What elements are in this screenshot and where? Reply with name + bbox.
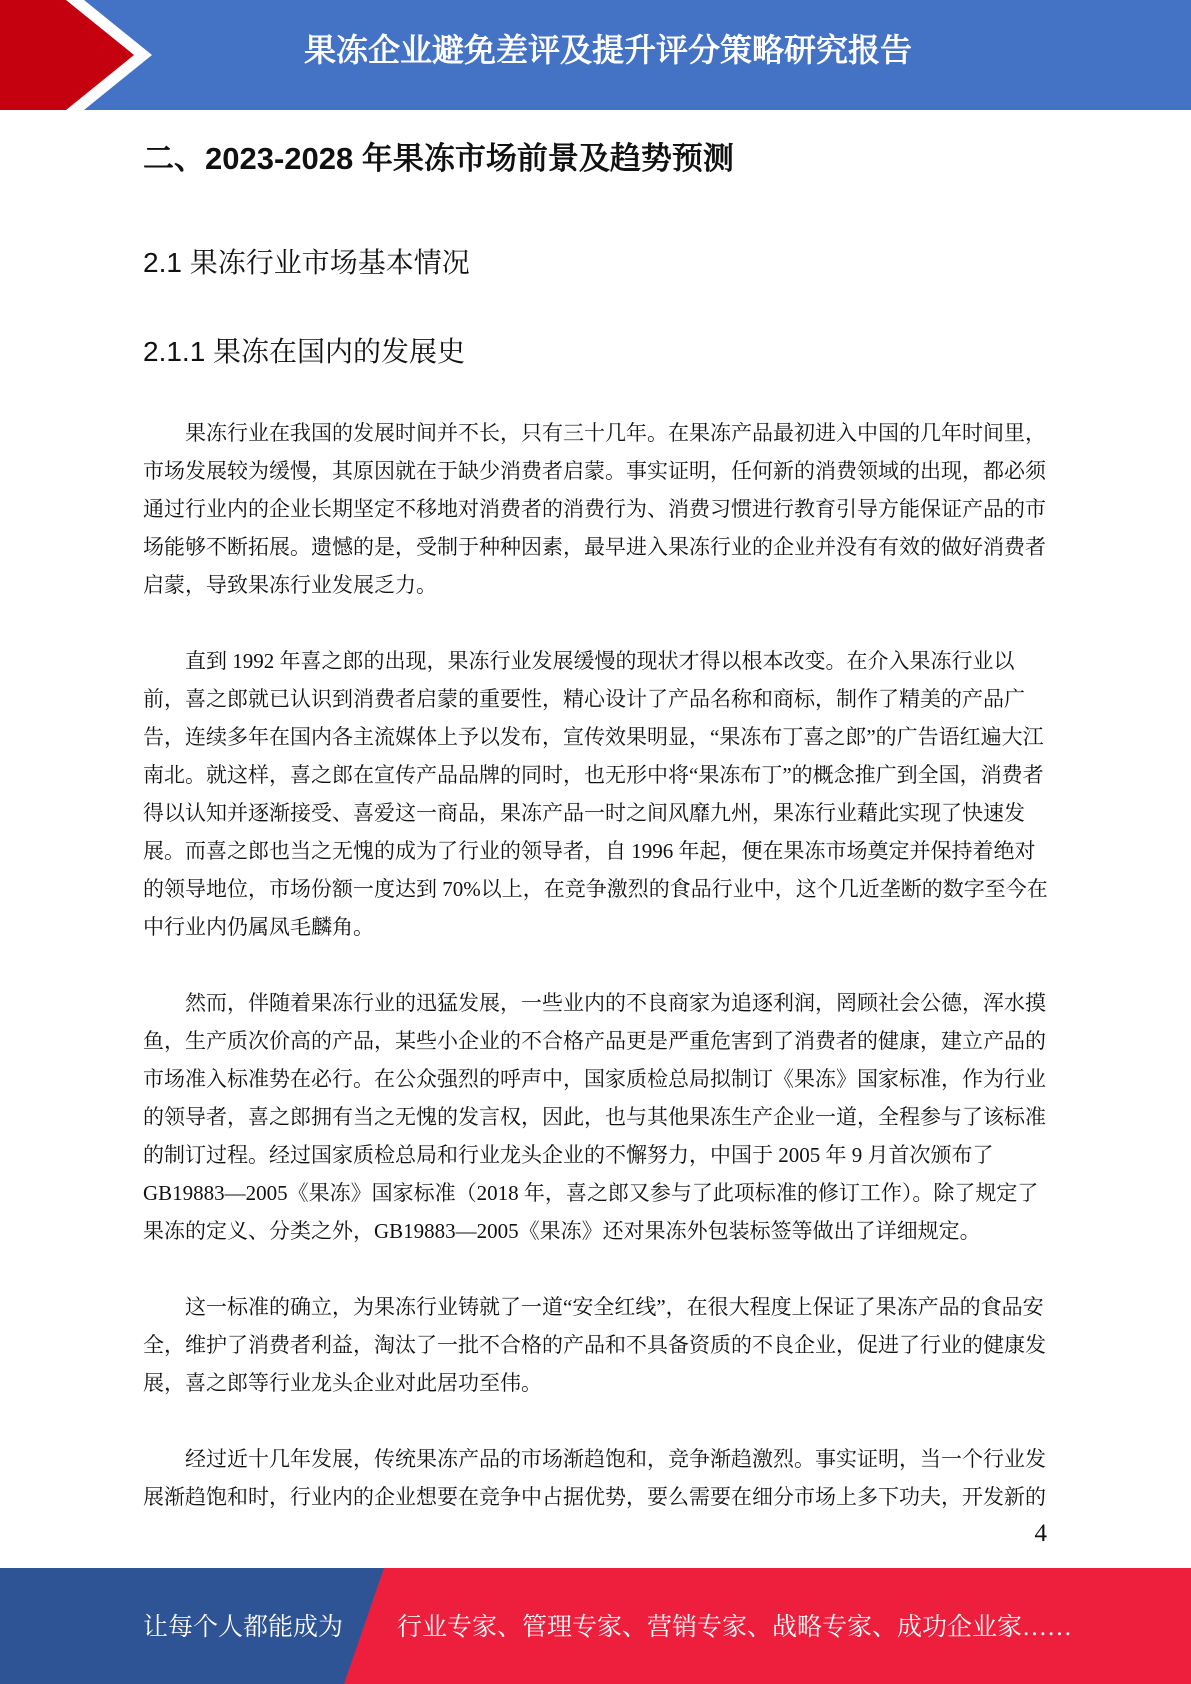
paragraph-line: 果冻的定义、分类之外，GB19883—2005《果冻》还对果冻外包装标签等做出了详细规定。 [143, 1219, 981, 1243]
subsection-heading: 2.1.1 果冻在国内的发展史 [143, 336, 466, 367]
paragraph-line: 的制订过程。经过国家质检总局和行业龙头企业的不懈努力，中国于 2005 年 9 月首次颁布了 [143, 1143, 994, 1167]
paragraph-line: 通过行业内的企业长期坚定不移地对消费者的消费行为、消费习惯进行教育引导方能保证产品的市 [143, 497, 1046, 521]
paragraph-line: 全，维护了消费者利益，淘汰了一批不合格的产品和不具备资质的不良企业，促进了行业的健康发 [143, 1333, 1046, 1357]
chapter-heading: 二、2023-2028 年果冻市场前景及趋势预测 [143, 141, 734, 176]
paragraph-line: 直到 1992 年喜之郎的出现，果冻行业发展缓慢的现状才得以根本改变。在介入果冻行业以 [185, 649, 1015, 673]
paragraph [143, 1288, 1053, 1402]
paragraph [143, 984, 1053, 1250]
paragraph-line: 经过近十几年发展，传统果冻产品的市场渐趋饱和，竞争渐趋激烈。事实证明，当一个行业发 [185, 1447, 1046, 1471]
paragraph-line: 然而，伴随着果冻行业的迅猛发展，一些业内的不良商家为追逐利润，罔顾社会公德，浑水摸 [185, 991, 1046, 1015]
body-text [143, 414, 1053, 1554]
paragraph [143, 414, 1053, 604]
section-heading: 2.1 果冻行业市场基本情况 [143, 247, 470, 278]
paragraph-line: 市场发展较为缓慢，其原因就在于缺少消费者启蒙。事实证明，任何新的消费领域的出现，都必须 [143, 459, 1046, 483]
paragraph-line: 前，喜之郎就已认识到消费者启蒙的重要性，精心设计了产品名称和商标，制作了精美的产品广 [143, 687, 1025, 711]
report-header-band [0, 0, 1191, 110]
footer-slogan-roles: 行业专家、管理专家、营销专家、战略专家、成功企业家…… [397, 1614, 1073, 1641]
paragraph-line: GB19883—2005《果冻》国家标准（2018 年，喜之郎又参与了此项标准的修订工作）。除了规定了 [143, 1181, 1039, 1205]
paragraph-line: 场能够不断拓展。遗憾的是，受制于种种因素，最早进入果冻行业的企业并没有有效的做好消费者 [143, 535, 1046, 559]
paragraph-line: 的领导者，喜之郎拥有当之无愧的发言权，因此，也与其他果冻生产企业一道，全程参与了该标准 [143, 1105, 1046, 1129]
report-title: 果冻企业避免差评及提升评分策略研究报告 [304, 32, 913, 68]
paragraph-line: 展渐趋饱和时，行业内的企业想要在竞争中占据优势，要么需要在细分市场上多下功夫，开发新的 [143, 1485, 1046, 1509]
paragraph-line: 南北。就这样，喜之郎在宣传产品品牌的同时，也无形中将“果冻布丁”的概念推广到全国，消费者 [143, 763, 1044, 787]
paragraph-line: 果冻行业在我国的发展时间并不长，只有三十几年。在果冻产品最初进入中国的几年时间里， [185, 421, 1046, 445]
paragraph-line: 启蒙，导致果冻行业发展乏力。 [143, 573, 437, 597]
paragraph-line: 告，连续多年在国内各主流媒体上予以发布，宣传效果明显，“果冻布丁喜之郎”的广告语红遍大江 [143, 725, 1044, 749]
paragraph-line: 展，喜之郎等行业龙头企业对此居功至伟。 [143, 1371, 542, 1395]
paragraph [143, 1440, 1053, 1516]
footer-band [0, 1568, 1191, 1684]
paragraph [143, 642, 1053, 946]
page-number: 4 [1034, 1520, 1047, 1547]
paragraph-line: 展。而喜之郎也当之无愧的成为了行业的领导者，自 1996 年起，便在果冻市场奠定并保持着绝对 [143, 839, 1036, 863]
paragraph-line: 鱼，生产质次价高的产品，某些小企业的不合格产品更是严重危害到了消费者的健康，建立产品的 [143, 1029, 1046, 1053]
paragraph-line: 这一标准的确立，为果冻行业铸就了一道“安全红线”，在很大程度上保证了果冻产品的食品安 [185, 1295, 1044, 1319]
paragraph-line: 中行业内仍属凤毛麟角。 [143, 915, 374, 939]
paragraph-line: 市场准入标准势在必行。在公众强烈的呼声中，国家质检总局拟制订《果冻》国家标准，作为行业 [143, 1067, 1046, 1091]
paragraph-line: 得以认知并逐渐接受、喜爱这一商品，果冻产品一时之间风靡九州，果冻行业藉此实现了快速发 [143, 801, 1025, 825]
footer-slogan-lead: 让每个人都能成为 [143, 1614, 344, 1641]
paragraph-line: 的领导地位，市场份额一度达到 70%以上，在竞争激烈的食品行业中，这个几近垄断的数字至今在 [143, 877, 1048, 901]
